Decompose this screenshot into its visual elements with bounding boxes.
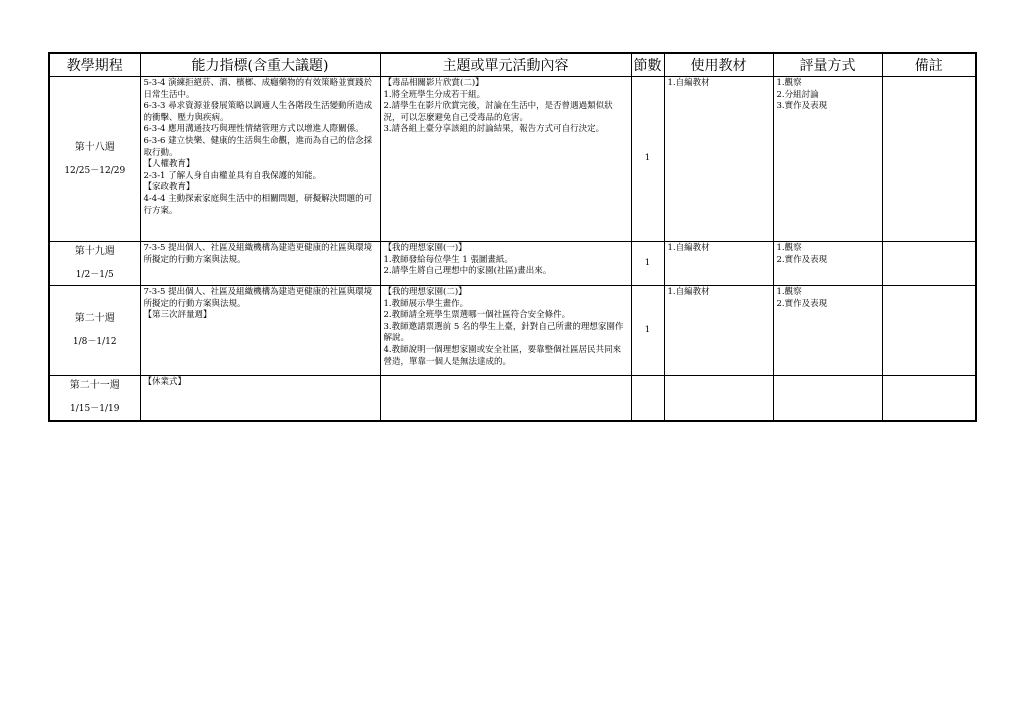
week-cell bbox=[49, 286, 140, 376]
notes-cell bbox=[882, 242, 976, 286]
week-dates: 1/15－1/19 bbox=[70, 404, 120, 415]
activity-line: 1.教師展示學生畫作。 bbox=[383, 298, 469, 309]
header-row bbox=[49, 53, 976, 77]
activity-line: 2.請學生將自己理想中的家園(社區)畫出來。 bbox=[383, 266, 552, 277]
header-schedule: 教學期程 bbox=[49, 53, 140, 77]
material-line: 1.自編教材 bbox=[667, 243, 710, 253]
sessions-cell: 1 bbox=[631, 77, 664, 242]
activity-line: 3.請各組上臺分享該組的討論結果，報告方式可自行決定。 bbox=[383, 124, 605, 135]
activities-cell bbox=[380, 286, 631, 376]
activities-cell bbox=[380, 376, 631, 421]
notes-cell bbox=[882, 376, 976, 421]
teaching-plan-table bbox=[48, 52, 977, 422]
table-row bbox=[49, 242, 976, 286]
table-row bbox=[49, 77, 976, 242]
issue-heading: 【家政教育】 bbox=[143, 182, 195, 193]
indicators-cell bbox=[140, 376, 380, 421]
activity-line: 1.教師發給每位學生 1 張圖畫紙。 bbox=[383, 254, 513, 265]
week-name: 第二十一週 bbox=[69, 380, 120, 392]
header-indicators: 能力指標(含重大議題) bbox=[140, 53, 380, 77]
table-row bbox=[49, 376, 976, 421]
indicator-line: 6-3-4 應用溝通技巧與理性情緒管理方式以增進人際關係。 bbox=[143, 124, 364, 135]
indicator-line: 4-4-4 主動探索家庭與生活中的相關問題，研擬解決問題的可行方案。 bbox=[143, 193, 373, 216]
assessment-cell bbox=[773, 376, 882, 421]
week-name: 第二十週 bbox=[74, 313, 115, 324]
material-line: 1.自編教材 bbox=[667, 287, 710, 297]
week-dates: 1/8－1/12 bbox=[72, 337, 117, 347]
teaching-plan-sheet bbox=[48, 52, 975, 422]
week-name: 第十九週 bbox=[74, 246, 115, 257]
assessment-line: 2.分組討論 bbox=[776, 89, 819, 100]
issue-heading: 【休業式】 bbox=[143, 377, 187, 387]
notes-cell bbox=[882, 286, 976, 376]
issue-heading: 【人權教育】 bbox=[143, 159, 195, 170]
indicator-line: 7-3-5 提出個人、社區及組織機構為建造更健康的社區與環境所擬定的行動方案與法規。 bbox=[143, 287, 373, 309]
issue-heading: 【第三次評量週】 bbox=[143, 310, 212, 321]
materials-cell bbox=[664, 376, 773, 421]
header-sessions: 節數 bbox=[631, 53, 664, 77]
week-cell bbox=[49, 77, 140, 242]
activity-title: 【毒品相關影片欣賞(二)】 bbox=[383, 78, 484, 88]
assessment-line: 1.觀察 bbox=[776, 243, 802, 253]
activity-line: 1.將全班學生分成若干組。 bbox=[383, 89, 486, 100]
indicator-line: 5-3-4 演練拒絕菸、酒、檳榔、成癮藥物的有效策略並實踐於日常生活中。 bbox=[143, 78, 373, 100]
sessions-cell: 1 bbox=[631, 286, 664, 376]
materials-cell bbox=[664, 286, 773, 376]
header-assessment: 評量方式 bbox=[773, 53, 882, 77]
assessment-cell bbox=[773, 286, 882, 376]
assessment-line: 1.觀察 bbox=[776, 78, 802, 88]
assessment-cell bbox=[773, 77, 882, 242]
assessment-line: 2.實作及表現 bbox=[776, 254, 828, 265]
assessment-cell bbox=[773, 242, 882, 286]
activity-line: 2.請學生在影片欣賞完後，討論在生活中，是否曾遇過類似狀況，可以怎麼避免自己受毒品的危害。 bbox=[383, 101, 613, 123]
activities-cell bbox=[380, 77, 631, 242]
indicator-line: 6-3-3 尋求資源並發展策略以調適人生各階段生活變動所造成的衝擊、壓力與疾病。 bbox=[143, 101, 373, 123]
header-activities: 主題或單元活動內容 bbox=[380, 53, 631, 77]
week-dates: 12/25－12/29 bbox=[64, 165, 126, 176]
sessions-cell bbox=[631, 376, 664, 421]
assessment-line: 2.實作及表現 bbox=[776, 298, 828, 309]
header-notes: 備註 bbox=[882, 53, 976, 77]
activity-line: 2.教師請全班學生票選哪一個社區符合安全條件。 bbox=[383, 310, 571, 321]
header-materials: 使用教材 bbox=[664, 53, 773, 77]
activity-line: 4.教師說明一個理想家園或安全社區，要靠整個社區居民共同來營造，單靠一個人是無法達成的。 bbox=[383, 344, 622, 367]
sessions-cell: 1 bbox=[631, 242, 664, 286]
indicators-cell bbox=[140, 242, 380, 286]
indicators-cell bbox=[140, 286, 380, 376]
indicator-line: 7-3-5 提出個人、社區及組織機構為建造更健康的社區與環境所擬定的行動方案與法規。 bbox=[143, 243, 373, 265]
notes-cell bbox=[882, 77, 976, 242]
indicators-cell bbox=[140, 77, 380, 242]
activities-cell bbox=[380, 242, 631, 286]
table-row bbox=[49, 286, 976, 376]
materials-cell bbox=[664, 242, 773, 286]
indicator-line: 6-3-6 建立快樂、健康的生活與生命觀，進而為自己的信念採取行動。 bbox=[143, 135, 373, 158]
week-cell bbox=[49, 242, 140, 286]
assessment-line: 3.實作及表現 bbox=[776, 101, 828, 112]
material-line: 1.自編教材 bbox=[667, 78, 710, 88]
activity-line: 3.教師邀請票選前 5 名的學生上臺，針對自己所畫的理想家園作解說。 bbox=[383, 321, 624, 344]
week-name: 第十八週 bbox=[74, 141, 115, 153]
activity-title: 【我的理想家園(二)】 bbox=[383, 287, 467, 297]
week-cell bbox=[49, 376, 140, 421]
assessment-line: 1.觀察 bbox=[776, 287, 802, 297]
activity-title: 【我的理想家園(一)】 bbox=[383, 243, 467, 253]
week-dates: 1/2－1/5 bbox=[75, 270, 114, 280]
indicator-line: 2-3-1 了解人身自由權並具有自我保護的知能。 bbox=[143, 170, 322, 181]
materials-cell bbox=[664, 77, 773, 242]
